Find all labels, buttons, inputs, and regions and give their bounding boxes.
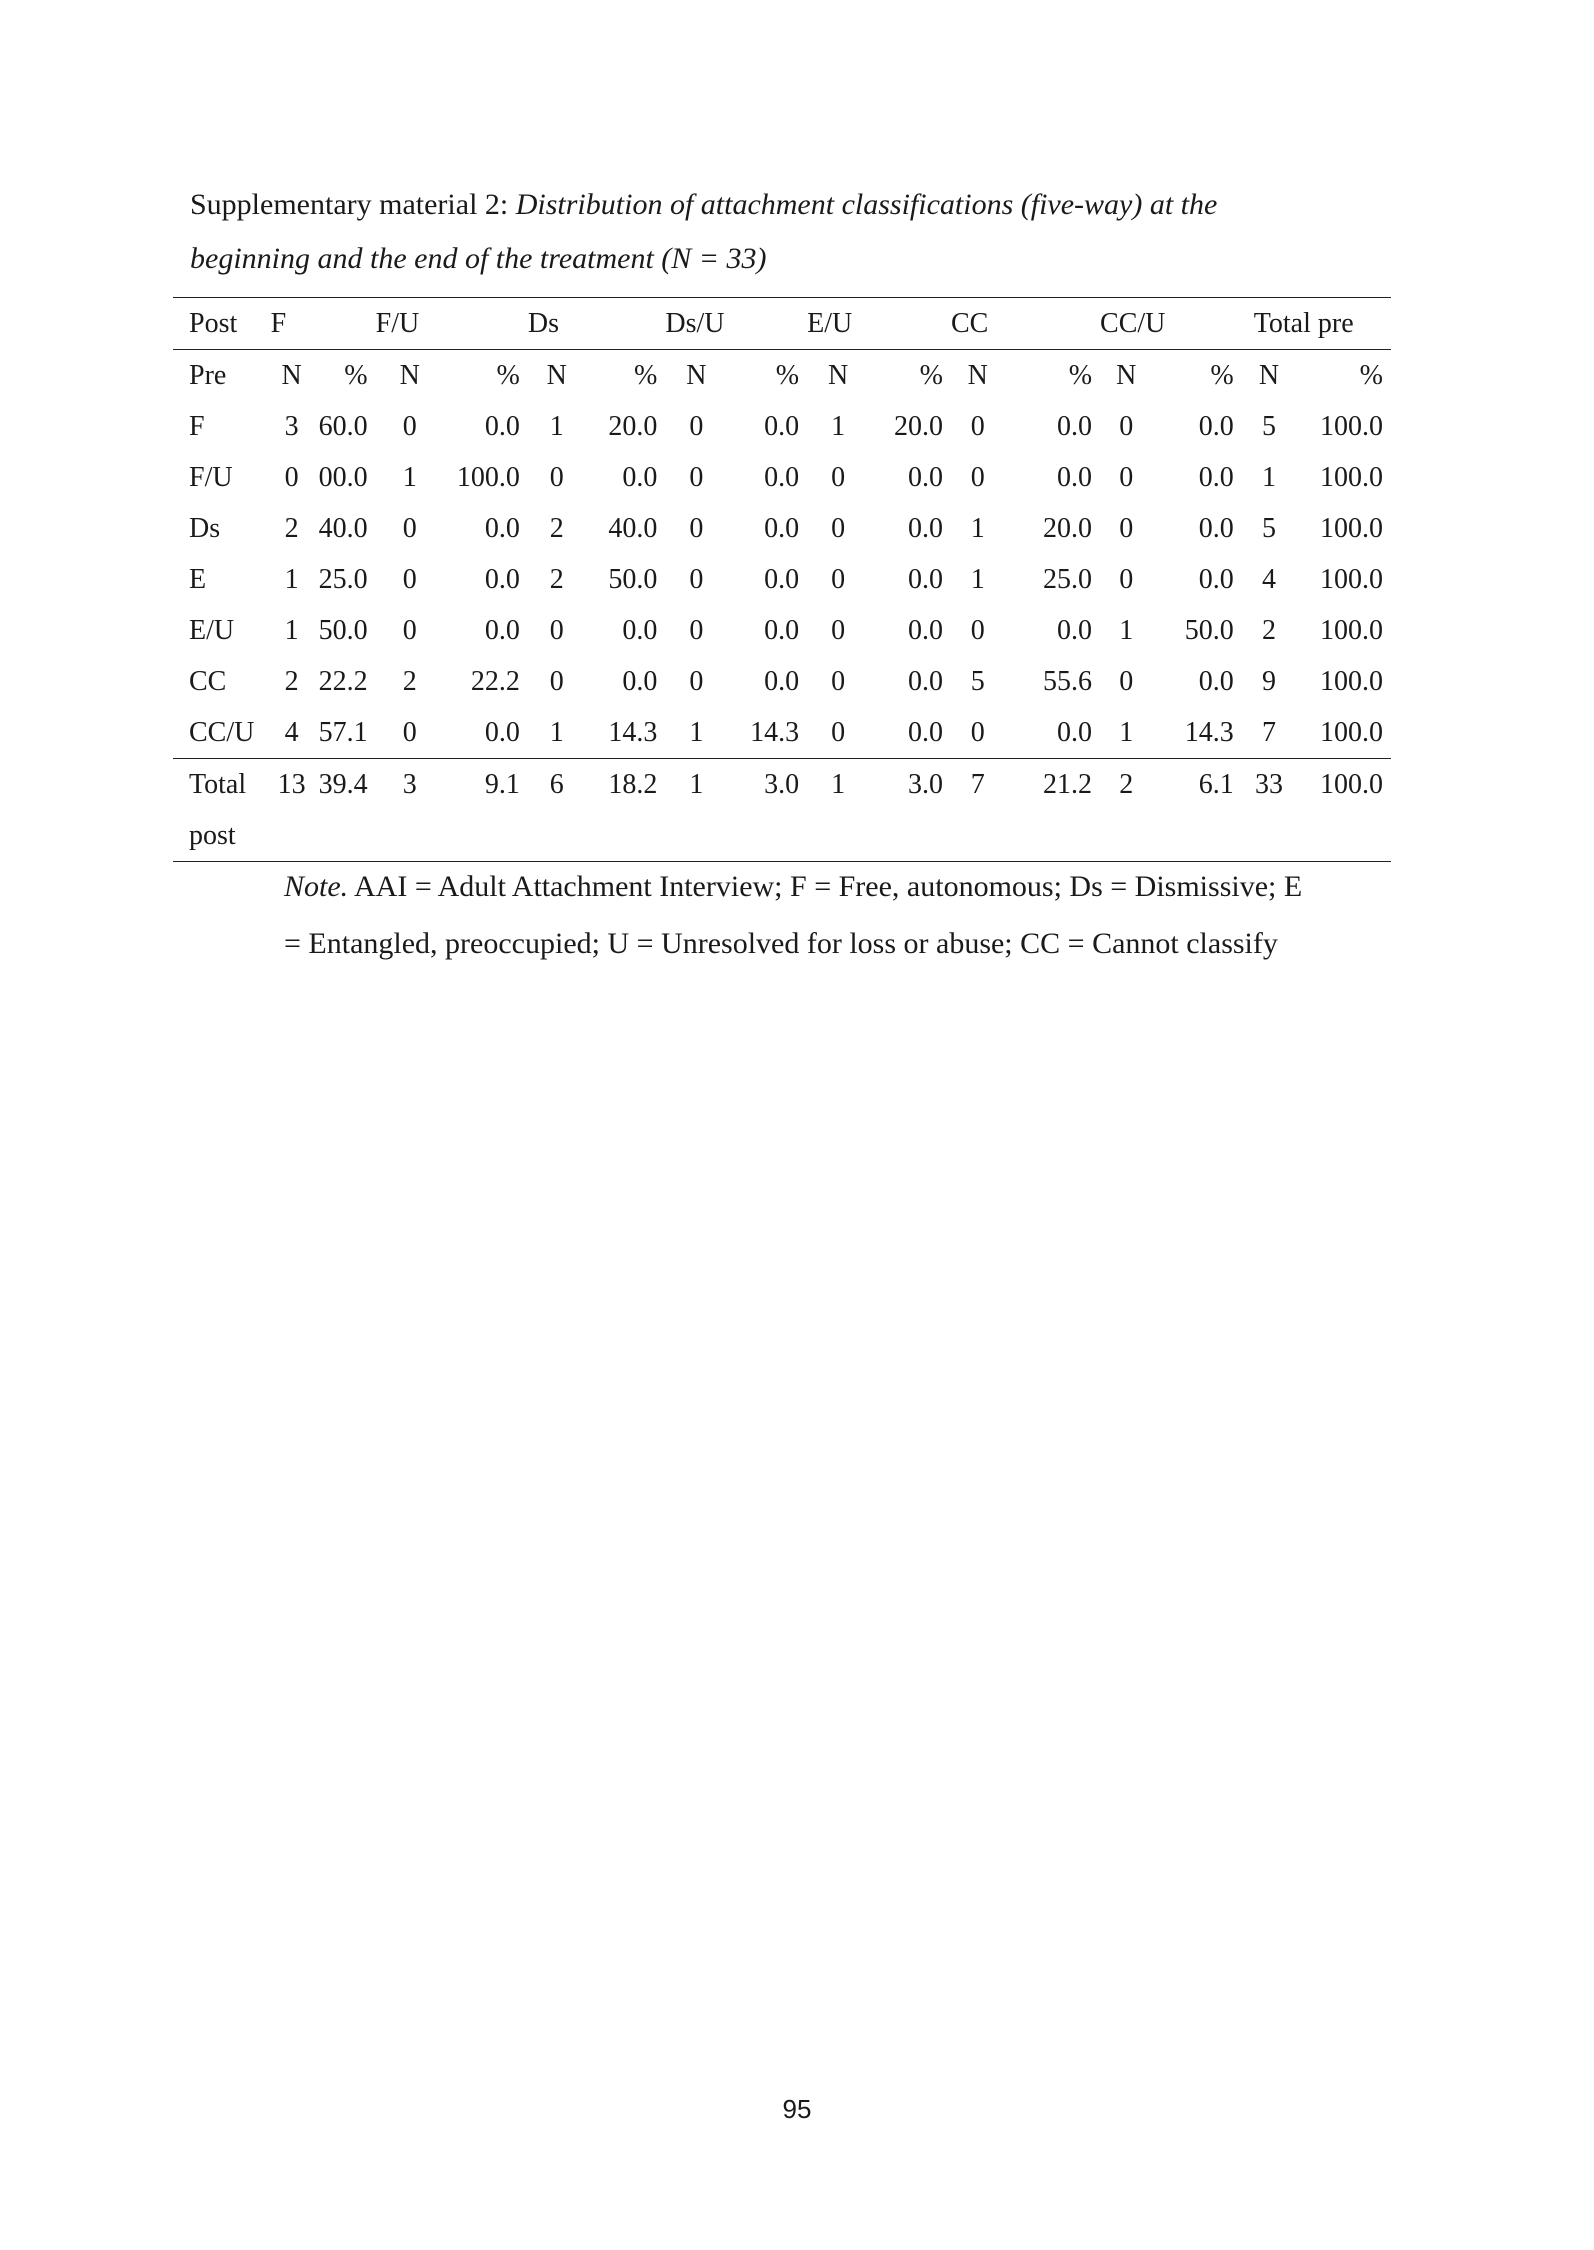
note-text-part-2: = Entangled, preoccupied; U = Unresolved for loss or abuse; CC = Cannot classify (284, 927, 1278, 960)
percent-cell: 40.0 (318, 512, 368, 544)
count-cell: 0 (402, 512, 417, 544)
subheader-percent: % (1153, 350, 1242, 402)
total-count-cell: 1 (807, 759, 869, 811)
percent-cell: 0.0 (764, 461, 800, 493)
count-cell: 1 (1119, 716, 1134, 748)
total-percent-cell: 6.1 (1153, 759, 1242, 811)
subheader-percent: % (1004, 350, 1100, 402)
count-cell: 5 (1262, 512, 1277, 544)
table-body (173, 401, 1391, 759)
count-cell: 1 (1119, 614, 1134, 646)
group-header-ds: Ds (528, 298, 666, 350)
percent-cell: 0.0 (907, 614, 943, 646)
total-percent-cell: 18.2 (586, 759, 666, 811)
percent-cell: 20.0 (893, 410, 943, 442)
count-cell: 0 (689, 461, 704, 493)
count-cell: 4 (1262, 563, 1277, 595)
percent-cell: 100.0 (456, 461, 520, 493)
note-lead: Note. (284, 870, 349, 903)
caption-title-part-1: Distribution of attachment classifications (five-way) at the (515, 188, 1218, 221)
count-cell: 0 (831, 461, 846, 493)
percent-cell: 14.3 (750, 716, 800, 748)
percent-cell: 0.0 (622, 665, 658, 697)
table-row (173, 554, 1391, 605)
row-label: CC (189, 665, 227, 697)
total-count-cell: 13 (271, 759, 313, 811)
total-count-cell: 6 (528, 759, 586, 811)
count-cell: 0 (284, 461, 299, 493)
count-cell: 0 (689, 614, 704, 646)
group-header-e-u: E/U (807, 298, 951, 350)
count-cell: 1 (970, 563, 985, 595)
total-count-cell: 7 (951, 759, 1005, 811)
percent-cell: 00.0 (318, 461, 368, 493)
percent-cell: 0.0 (764, 614, 800, 646)
row-label: E (189, 563, 207, 595)
percent-cell: 50.0 (608, 563, 658, 595)
row-label: F/U (189, 461, 233, 493)
total-percent-cell: 21.2 (1004, 759, 1100, 811)
count-cell: 0 (970, 716, 985, 748)
subheader-n: N (1100, 350, 1152, 402)
percent-cell: 0.0 (484, 716, 520, 748)
count-cell: 0 (831, 512, 846, 544)
total-percent-cell: 39.4 (313, 759, 376, 811)
table-caption (190, 178, 1390, 286)
count-cell: 0 (402, 614, 417, 646)
count-cell: 2 (1262, 614, 1277, 646)
percent-cell: 0.0 (764, 665, 800, 697)
count-cell: 1 (549, 410, 564, 442)
table-row (173, 707, 1391, 759)
row-label: CC/U (189, 716, 255, 748)
table-row (173, 605, 1391, 656)
percent-cell: 100.0 (1320, 461, 1383, 493)
percent-cell: 0.0 (907, 665, 943, 697)
count-cell: 0 (402, 410, 417, 442)
percent-cell: 14.3 (608, 716, 658, 748)
percent-cell: 0.0 (622, 461, 658, 493)
percent-cell: 0.0 (907, 716, 943, 748)
count-cell: 1 (831, 410, 846, 442)
caption-title-part-2: beginning and the end of the treatment (N = 33) (190, 242, 767, 275)
percent-cell: 22.2 (318, 665, 368, 697)
total-count-cell: 2 (1100, 759, 1152, 811)
count-cell: 1 (284, 614, 299, 646)
group-header-cc: CC (951, 298, 1100, 350)
count-cell: 2 (549, 563, 564, 595)
table-row (173, 452, 1391, 503)
count-cell: 0 (831, 665, 846, 697)
count-cell: 0 (549, 461, 564, 493)
percent-cell: 60.0 (318, 410, 368, 442)
total-percent-cell: 100.0 (1296, 759, 1391, 811)
group-header-ds-u: Ds/U (665, 298, 807, 350)
count-cell: 0 (970, 614, 985, 646)
count-cell: 1 (284, 563, 299, 595)
count-cell: 4 (284, 716, 299, 748)
count-cell: 0 (1119, 410, 1134, 442)
subheader-percent: % (444, 350, 528, 402)
total-count-cell: 1 (665, 759, 727, 811)
table-row (173, 503, 1391, 554)
subheader-n: N (665, 350, 727, 402)
percent-cell: 0.0 (907, 461, 943, 493)
row-label: F (189, 410, 205, 442)
count-cell: 5 (1262, 410, 1277, 442)
percent-cell: 0.0 (907, 512, 943, 544)
subheader-percent: % (586, 350, 666, 402)
total-post-row (173, 759, 1391, 811)
percent-cell: 20.0 (608, 410, 658, 442)
percent-cell: 50.0 (318, 614, 368, 646)
corner-post-label: Post (173, 298, 271, 350)
percent-cell: 20.0 (1043, 512, 1093, 544)
group-header-f-u: F/U (376, 298, 528, 350)
percent-cell: 100.0 (1320, 512, 1383, 544)
percent-cell: 0.0 (1198, 512, 1234, 544)
count-cell: 3 (284, 410, 299, 442)
percent-cell: 100.0 (1320, 563, 1383, 595)
table-row (173, 401, 1391, 452)
percent-cell: 100.0 (1320, 614, 1383, 646)
group-header-cc-u: CC/U (1100, 298, 1242, 350)
count-cell: 2 (549, 512, 564, 544)
count-cell: 0 (970, 410, 985, 442)
percent-cell: 100.0 (1320, 410, 1383, 442)
subheader-percent: % (1296, 350, 1391, 402)
subheader-percent: % (727, 350, 807, 402)
group-header-f: F (271, 298, 376, 350)
count-cell: 0 (831, 614, 846, 646)
note-text-part-1: AAI = Adult Attachment Interview; F = Free, autonomous; Ds = Dismissive; E (348, 870, 1303, 903)
table-group-header-row (173, 298, 1391, 350)
table-subheader-row (173, 350, 1391, 402)
total-percent-cell: 9.1 (444, 759, 528, 811)
percent-cell: 0.0 (907, 563, 943, 595)
count-cell: 0 (689, 410, 704, 442)
percent-cell: 0.0 (484, 410, 520, 442)
percent-cell: 0.0 (764, 410, 800, 442)
percent-cell: 0.0 (622, 614, 658, 646)
percent-cell: 100.0 (1320, 716, 1383, 748)
percent-cell: 40.0 (608, 512, 658, 544)
percent-cell: 0.0 (1057, 410, 1093, 442)
percent-cell: 0.0 (484, 563, 520, 595)
percent-cell: 14.3 (1184, 716, 1234, 748)
percent-cell: 0.0 (1057, 614, 1093, 646)
count-cell: 0 (689, 512, 704, 544)
table-row (173, 656, 1391, 707)
percent-cell: 55.6 (1043, 665, 1093, 697)
total-count-cell: 3 (376, 759, 444, 811)
count-cell: 1 (689, 716, 704, 748)
percent-cell: 0.0 (1057, 716, 1093, 748)
page-number: 95 (782, 2094, 812, 2124)
percent-cell: 0.0 (1198, 461, 1234, 493)
percent-cell: 25.0 (1043, 563, 1093, 595)
empty-spacer-cell (271, 810, 1391, 862)
count-cell: 0 (549, 614, 564, 646)
total-count-cell: 33 (1242, 759, 1297, 811)
attachment-classification-table (173, 297, 1391, 862)
percent-cell: 0.0 (484, 512, 520, 544)
percent-cell: 0.0 (1198, 563, 1234, 595)
count-cell: 2 (284, 512, 299, 544)
percent-cell: 25.0 (318, 563, 368, 595)
row-label: Ds (189, 512, 221, 544)
percent-cell: 0.0 (1198, 665, 1234, 697)
percent-cell: 0.0 (484, 614, 520, 646)
count-cell: 2 (284, 665, 299, 697)
group-header-total-pre: Total pre (1242, 298, 1391, 350)
count-cell: 1 (1262, 461, 1277, 493)
percent-cell: 57.1 (318, 716, 368, 748)
table-note (284, 858, 1394, 972)
count-cell: 0 (831, 716, 846, 748)
count-cell: 0 (689, 665, 704, 697)
note-line-1 (284, 858, 1394, 915)
count-cell: 0 (970, 461, 985, 493)
count-cell: 5 (970, 665, 985, 697)
caption-line-1 (190, 178, 1390, 232)
subheader-n: N (807, 350, 869, 402)
subheader-n: N (1242, 350, 1297, 402)
subheader-n: N (376, 350, 444, 402)
count-cell: 0 (1119, 461, 1134, 493)
caption-prefix: Supplementary material 2: (190, 188, 516, 221)
count-cell: 0 (689, 563, 704, 595)
total-post-label: Total (173, 759, 271, 811)
total-percent-cell: 3.0 (869, 759, 951, 811)
count-cell: 9 (1262, 665, 1277, 697)
count-cell: 2 (402, 665, 417, 697)
subheader-percent: % (869, 350, 951, 402)
percent-cell: 0.0 (764, 512, 800, 544)
corner-pre-label: Pre (173, 350, 271, 402)
percent-cell: 0.0 (764, 563, 800, 595)
count-cell: 0 (1119, 665, 1134, 697)
percent-cell: 22.2 (470, 665, 520, 697)
subheader-n: N (271, 350, 313, 402)
count-cell: 0 (549, 665, 564, 697)
percent-cell: 0.0 (1057, 461, 1093, 493)
percent-cell: 100.0 (1320, 665, 1383, 697)
count-cell: 0 (1119, 563, 1134, 595)
attachment-table-wrapper (173, 297, 1391, 862)
subheader-n: N (528, 350, 586, 402)
percent-cell: 0.0 (1198, 410, 1234, 442)
subheader-n: N (951, 350, 1005, 402)
total-post-label-line-2: post (173, 810, 271, 862)
count-cell: 0 (1119, 512, 1134, 544)
row-label: E/U (189, 614, 235, 646)
percent-cell: 50.0 (1184, 614, 1234, 646)
total-percent-cell: 3.0 (727, 759, 807, 811)
count-cell: 0 (402, 716, 417, 748)
total-post-continuation-row (173, 810, 1391, 862)
count-cell: 1 (402, 461, 417, 493)
count-cell: 7 (1262, 716, 1277, 748)
subheader-percent: % (313, 350, 376, 402)
count-cell: 1 (970, 512, 985, 544)
count-cell: 0 (402, 563, 417, 595)
count-cell: 0 (831, 563, 846, 595)
count-cell: 1 (549, 716, 564, 748)
